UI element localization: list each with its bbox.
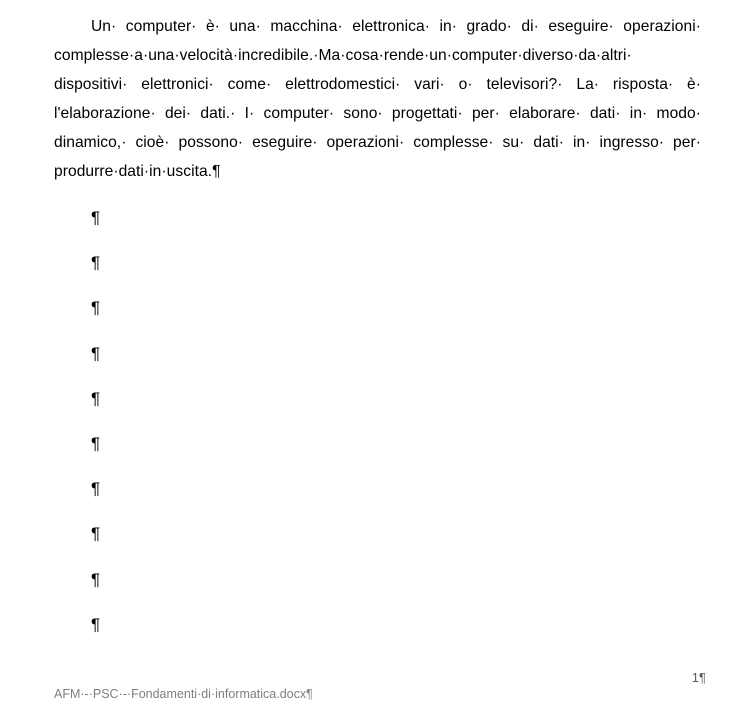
- body-paragraph[interactable]: Un· computer· è· una· macchina· elettronica· in· grado· di· eseguire· operazioni· complesse·a·una·velocità·incredibile.·Ma·cosa·rende·un·computer·diverso·da·altri· dispositivi· elettronici· come· elettrodomestici· vari· o· televisori?· La· risposta· è· l'elaborazione· dei· dati.· I· computer· sono· progettati· per· elaborare· dati· in· modo· dinamico,· cioè· possono· eseguire· operazioni· complesse· su· dati· in· ingresso· per· produrre·dati·in·uscita.¶: [54, 18, 701, 180]
- empty-paragraph-mark[interactable]: ¶: [91, 389, 101, 408]
- empty-paragraph-mark[interactable]: ¶: [91, 344, 101, 363]
- empty-paragraph-mark[interactable]: ¶: [91, 434, 101, 453]
- empty-paragraph-mark[interactable]: ¶: [91, 208, 101, 227]
- empty-paragraph-mark[interactable]: ¶: [91, 570, 101, 589]
- footer-filename: AFM·-·PSC·-·Fondamenti·di·informatica.docx¶: [54, 687, 313, 701]
- empty-paragraph-mark[interactable]: ¶: [91, 479, 101, 498]
- empty-paragraph-mark[interactable]: ¶: [91, 524, 101, 543]
- empty-paragraph-mark[interactable]: ¶: [91, 298, 101, 317]
- empty-paragraph-mark[interactable]: ¶: [91, 253, 101, 272]
- empty-paragraph-mark[interactable]: ¶: [91, 615, 101, 634]
- page-number: 1¶: [691, 670, 706, 685]
